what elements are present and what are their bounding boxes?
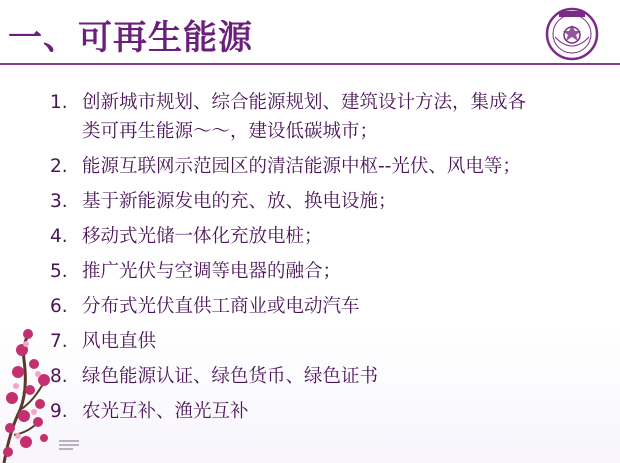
item-text: 风电直供 [82,331,157,352]
list-item [50,362,610,391]
item-number: 6. [50,296,68,317]
item-text: 分布式光伏直供工商业或电动汽车 [82,296,360,317]
university-seal-icon [545,7,599,61]
item-text: 推广光伏与空调等电器的融合； [82,261,342,282]
notes-icon [58,438,80,452]
item-text: 能源互联网示范园区的清洁能源中枢--光伏、风电等； [82,156,521,177]
item-number: 3. [50,191,68,212]
list-item [50,397,610,426]
title-divider [0,63,620,65]
item-text: 基于新能源发电的充、放、换电设施； [82,191,397,212]
list-item [50,327,610,356]
item-number: 5. [50,261,68,282]
item-list [50,88,610,432]
item-text: 绿色能源认证、绿色货币、绿色证书 [82,366,379,387]
item-number: 9. [50,401,68,422]
slide-title: 一、可再生能源 [8,18,253,58]
item-number: 2. [50,156,68,177]
item-text: 创新城市规划、综合能源规划、建筑设计方法，集成各 类可再生能源～～，建设低碳城市； [82,92,527,142]
item-text: 农光互补、渔光互补 [82,401,249,422]
item-number: 1. [50,92,68,113]
item-number: 8. [50,366,68,387]
list-item [50,257,610,286]
item-text: 移动式光储一体化充放电桩； [82,226,323,247]
plum-blossom-icon [0,320,60,463]
item-number: 4. [50,226,68,247]
list-item [50,187,610,216]
list-item [50,152,610,181]
item-number: 7. [50,331,68,352]
list-item [50,88,610,146]
list-item [50,222,610,251]
list-item [50,292,610,321]
